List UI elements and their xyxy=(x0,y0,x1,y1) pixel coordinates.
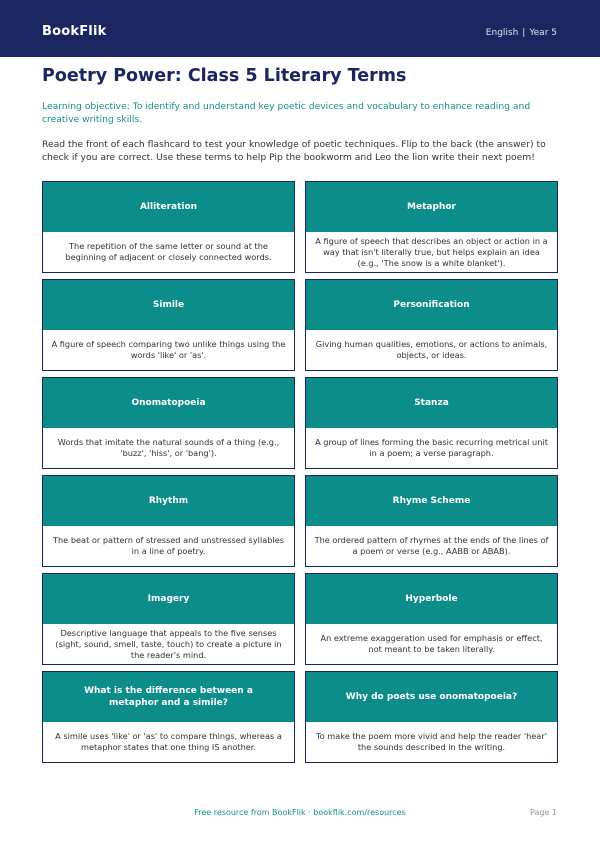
card-back: Descriptive language that appeals to the five senses (sight, sound, smell, taste, touch) to create a picture in the reader's mind. xyxy=(55,627,282,660)
card-front: Personification xyxy=(306,280,557,330)
card-back: An extreme exaggeration used for emphasis or effect, not meant to be taken literally. xyxy=(320,633,543,654)
card-back: Words that imitate the natural sounds of a thing (e.g., 'buzz', 'hiss', or 'bang'). xyxy=(57,437,280,458)
flashcard-hyperbole[interactable] xyxy=(305,573,558,665)
subject-meta xyxy=(486,28,557,38)
instructions: Read the front of each flashcard to test your knowledge of poetic techniques. Flip to the back (the answer) to check if you are correct. Use these terms to help Pip the bookworm and Leo the lion write their next poem! xyxy=(42,139,546,163)
learning-objective: Learning objective: To identify and understand key poetic devices and vocabulary to enhance reading and creative writing skills. xyxy=(42,101,531,125)
card-back: A simile uses 'like' or 'as' to compare things, whereas a metaphor states that one thing IS another. xyxy=(55,731,282,752)
card-back: The ordered pattern of rhymes at the ends of the lines of a poem or verse (e.g., AABB or ABAB). xyxy=(314,535,549,556)
flashcard-stanza[interactable] xyxy=(305,377,558,469)
brand-logo[interactable]: BookFlik xyxy=(42,24,107,39)
card-back: A figure of speech comparing two unlike things using the words 'like' or 'as'. xyxy=(51,339,286,360)
flashcard-rhyme-scheme[interactable] xyxy=(305,475,558,567)
card-front: Why do poets use onomatopoeia? xyxy=(306,672,557,722)
footer-resource-link[interactable]: Free resource from BookFlik · bookflik.com/resources xyxy=(194,808,406,817)
card-front: Imagery xyxy=(43,574,294,624)
card-front: Alliteration xyxy=(43,182,294,232)
meta-separator: | xyxy=(522,28,526,38)
card-front: Hyperbole xyxy=(306,574,557,624)
flashcard-grid xyxy=(42,181,558,763)
card-front: Simile xyxy=(43,280,294,330)
card-front: What is the difference between a metaphor and a simile? xyxy=(43,672,294,722)
year-label: Year 5 xyxy=(529,28,557,38)
card-front: Rhyme Scheme xyxy=(306,476,557,526)
card-front: Stanza xyxy=(306,378,557,428)
flashcard-metaphor-vs-simile[interactable] xyxy=(42,671,295,763)
flashcard-personification[interactable] xyxy=(305,279,558,371)
card-back: To make the poem more vivid and help the reader 'hear' the sounds described in the writing. xyxy=(316,731,547,752)
flashcard-why-onomatopoeia[interactable] xyxy=(305,671,558,763)
flashcard-imagery[interactable] xyxy=(42,573,295,665)
card-back: The repetition of the same letter or sound at the beginning of adjacent or closely connected words. xyxy=(65,241,272,262)
page-number: Page 1 xyxy=(530,808,557,817)
flashcard-onomatopoeia[interactable] xyxy=(42,377,295,469)
card-front: Onomatopoeia xyxy=(43,378,294,428)
flashcard-alliteration[interactable] xyxy=(42,181,295,273)
card-back: The beat or pattern of stressed and unstressed syllables in a line of poetry. xyxy=(52,535,285,556)
card-front: Rhythm xyxy=(43,476,294,526)
flashcard-rhythm[interactable] xyxy=(42,475,295,567)
card-back: Giving human qualities, emotions, or actions to animals, objects, or ideas. xyxy=(315,339,548,360)
card-back: A figure of speech that describes an object or action in a way that isn't literally true, but helps explain an idea (e.g., 'The snow is a white blanket'). xyxy=(315,235,548,268)
flashcard-simile[interactable] xyxy=(42,279,295,371)
page-title: Poetry Power: Class 5 Literary Terms xyxy=(42,66,407,86)
subject-label: English xyxy=(485,28,519,38)
flashcard-metaphor[interactable] xyxy=(305,181,558,273)
card-front: Metaphor xyxy=(306,182,557,232)
top-header-bar xyxy=(0,0,600,57)
card-back: A group of lines forming the basic recurring metrical unit in a poem; a verse paragraph. xyxy=(315,437,548,458)
